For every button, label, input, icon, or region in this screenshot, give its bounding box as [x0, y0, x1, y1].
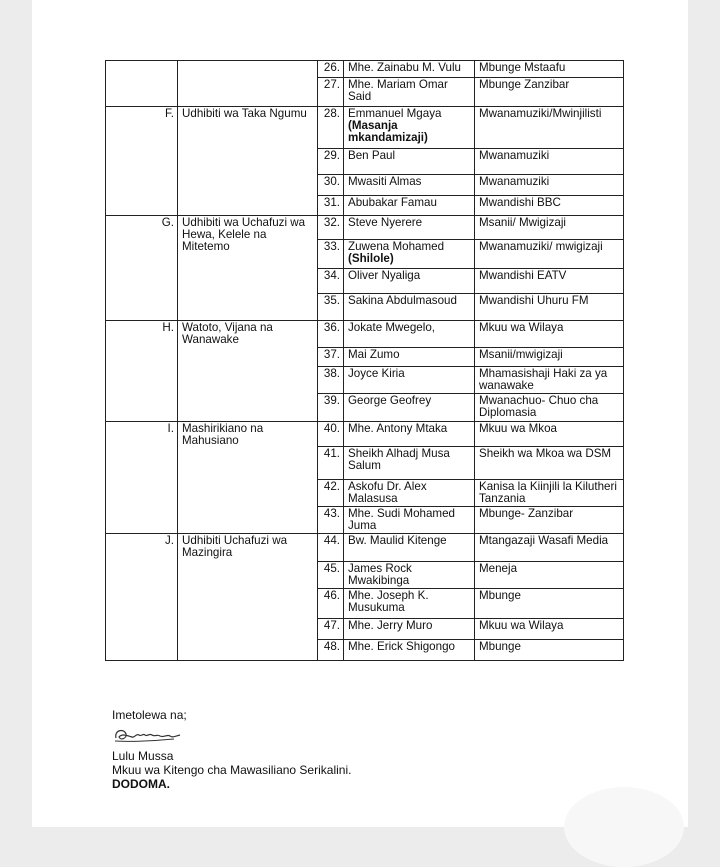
member-name: Mai Zumo	[348, 348, 400, 361]
member-role: Mhamasishaji Haki za ya wanawake	[475, 367, 624, 394]
member-role: Msanii/ Mwigizaji	[475, 216, 624, 240]
member-name-cell	[344, 394, 475, 422]
member-name-cell	[344, 348, 475, 367]
member-name-cell	[344, 480, 475, 507]
section-area: Watoto, Vijana na Wanawake	[178, 321, 318, 422]
member-name: Ben Paul	[348, 149, 396, 162]
section-area: Udhibiti wa Taka Ngumu	[178, 107, 318, 216]
member-name-cell	[344, 61, 475, 78]
member-name-cell	[344, 216, 475, 240]
member-name-cell	[344, 149, 475, 175]
member-number: 28.	[318, 107, 344, 149]
member-number: 35.	[318, 294, 344, 321]
member-number: 45.	[318, 562, 344, 589]
member-name-cell	[344, 321, 475, 348]
member-name: Mhe. Antony Mtaka	[348, 422, 448, 435]
section-area: Udhibiti Uchafuzi wa Mazingira	[178, 534, 318, 661]
member-name-cell	[344, 507, 475, 534]
member-number: 31.	[318, 196, 344, 216]
member-role: Mbunge	[475, 589, 624, 619]
member-name: Jokate Mwegelo,	[348, 321, 435, 334]
member-name-cell	[344, 294, 475, 321]
member-name-cell	[344, 589, 475, 619]
member-role: Mwandishi EATV	[475, 269, 624, 294]
member-number: 26.	[318, 61, 344, 78]
member-role: Msanii/mwigizaji	[475, 348, 624, 367]
member-number: 41.	[318, 447, 344, 480]
member-name-cell	[344, 107, 475, 149]
member-role: Mwandishi Uhuru FM	[475, 294, 624, 321]
table-row	[106, 534, 624, 562]
member-role: Mkuu wa Mkoa	[475, 422, 624, 447]
member-name: George Geofrey	[348, 394, 432, 407]
section-letter: I.	[106, 422, 178, 534]
member-role: Mwanachuo- Chuo cha Diplomasia	[475, 394, 624, 422]
member-name: Steve Nyerere	[348, 216, 423, 229]
member-nickname: (Masanja mkandamizaji)	[348, 119, 428, 144]
section-area: Udhibiti wa Uchafuzi wa Hewa, Kelele na Mitetemo	[178, 216, 318, 321]
section-area: Mashirikiano na Mahusiano	[178, 422, 318, 534]
member-role: Mwanamuziki/ mwigizaji	[475, 240, 624, 269]
member-role: Mkuu wa Wilaya	[475, 321, 624, 348]
table-row	[106, 61, 624, 78]
section-letter	[106, 61, 178, 107]
handwritten-signature	[112, 724, 182, 746]
member-role: Mkuu wa Wilaya	[475, 619, 624, 640]
member-role: Mbunge Zanzibar	[475, 78, 624, 107]
table-row	[106, 321, 624, 348]
member-name-cell	[344, 534, 475, 562]
member-number: 42.	[318, 480, 344, 507]
member-name: Mhe. Sudi Mohamed Juma	[348, 507, 455, 532]
member-role: Mwanamuziki	[475, 149, 624, 175]
member-name: Sheikh Alhadj Musa Salum	[348, 447, 450, 472]
signer-title: Mkuu wa Kitengo cha Mawasiliano Serikalini.	[112, 763, 352, 777]
table-row	[106, 107, 624, 149]
section-letter: G.	[106, 216, 178, 321]
committee-table-body	[106, 61, 624, 661]
member-nickname: (Shilole)	[348, 252, 394, 265]
member-number: 33.	[318, 240, 344, 269]
member-name-cell	[344, 240, 475, 269]
member-number: 36.	[318, 321, 344, 348]
member-name-cell	[344, 78, 475, 107]
section-letter: F.	[106, 107, 178, 216]
member-name: Joyce Kiria	[348, 367, 405, 380]
signer-name: Lulu Mussa	[112, 749, 174, 763]
member-name: Mhe. Joseph K. Musukuma	[348, 589, 429, 614]
member-name-cell	[344, 619, 475, 640]
member-name: Askofu Dr. Alex Malasusa	[348, 480, 427, 505]
member-number: 46.	[318, 589, 344, 619]
member-role: Mwanamuziki/Mwinjilisti	[475, 107, 624, 149]
member-number: 40.	[318, 422, 344, 447]
section-letter: J.	[106, 534, 178, 661]
member-name: Mhe. Erick Shigongo	[348, 640, 455, 653]
member-name: Mhe. Mariam Omar Said	[348, 78, 448, 103]
member-role: Mwandishi BBC	[475, 196, 624, 216]
member-name: Oliver Nyaliga	[348, 269, 421, 282]
member-name-cell	[344, 640, 475, 661]
member-name: Mwasiti Almas	[348, 175, 422, 188]
member-name: Sakina Abdulmasoud	[348, 294, 457, 307]
member-name-cell	[344, 196, 475, 216]
member-number: 43.	[318, 507, 344, 534]
member-number: 39.	[318, 394, 344, 422]
issued-by-label: Imetolewa na;	[112, 708, 187, 722]
member-role: Sheikh wa Mkoa wa DSM	[475, 447, 624, 480]
member-number: 44.	[318, 534, 344, 562]
member-name-cell	[344, 269, 475, 294]
member-role: Meneja	[475, 562, 624, 589]
member-role: Kanisa la Kiinjili la Kilutheri Tanzania	[475, 480, 624, 507]
member-number: 38.	[318, 367, 344, 394]
member-number: 48.	[318, 640, 344, 661]
member-name: Bw. Maulid Kitenge	[348, 534, 447, 547]
member-number: 34.	[318, 269, 344, 294]
member-name-cell	[344, 367, 475, 394]
section-letter: H.	[106, 321, 178, 422]
member-name: Abubakar Famau	[348, 196, 437, 209]
member-number: 37.	[318, 348, 344, 367]
member-number: 32.	[318, 216, 344, 240]
member-name: Mhe. Jerry Muro	[348, 619, 433, 632]
member-name-cell	[344, 422, 475, 447]
member-name: Mhe. Zainabu M. Vulu	[348, 61, 461, 74]
member-name: James Rock Mwakibinga	[348, 562, 412, 587]
member-name: Zuwena Mohamed	[348, 240, 445, 253]
page-corner-shadow	[564, 787, 684, 867]
member-role: Mbunge	[475, 640, 624, 661]
member-role: Mbunge Mstaafu	[475, 61, 624, 78]
member-number: 27.	[318, 78, 344, 107]
member-role: Mtangazaji Wasafi Media	[475, 534, 624, 562]
issue-place: DODOMA.	[112, 777, 170, 791]
table-row	[106, 216, 624, 240]
committee-table	[105, 60, 624, 661]
member-number: 30.	[318, 175, 344, 196]
member-name-cell	[344, 175, 475, 196]
member-role: Mbunge- Zanzibar	[475, 507, 624, 534]
member-number: 47.	[318, 619, 344, 640]
member-name-cell	[344, 562, 475, 589]
table-row	[106, 422, 624, 447]
member-name-cell	[344, 447, 475, 480]
member-role: Mwanamuziki	[475, 175, 624, 196]
member-name: Emmanuel Mgaya	[348, 107, 442, 120]
member-number: 29.	[318, 149, 344, 175]
signature-block	[112, 708, 351, 791]
section-area	[178, 61, 318, 107]
